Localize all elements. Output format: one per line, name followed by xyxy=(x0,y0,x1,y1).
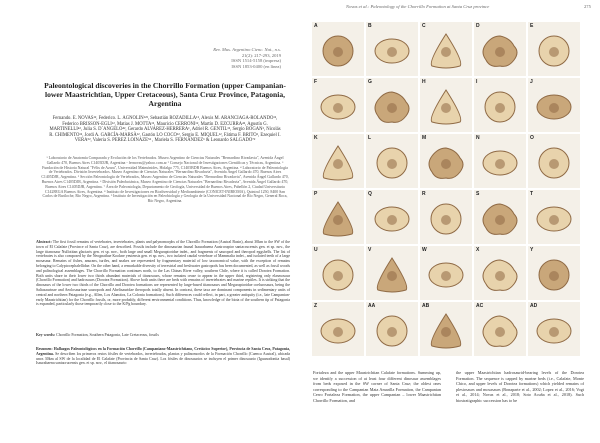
figure-panel-label: D xyxy=(476,23,480,29)
figure-panel-label: T xyxy=(530,191,534,197)
fossil-specimen xyxy=(474,22,526,76)
abstract-text: The first fossil remains of vertebrates, invertebrates, plants and palynomorphs of the Chorrillo Formation (Austral Basin), about 30km to the SW of the town of El Calafate (Province of Santa Cruz), are described. Fossils include the dinosaurian faunal Isaurabaena Austroraptor santacrucensis gen. et sp. nov., the large titanosaur Nullotitan glaciaris gen. et sp. nov., both large and small Megaraptoridae indet., and fragments of sauropod and theropod eggshells. The list of vertebrates is also composed by the Neognathae Kookne yeutensis gen. et sp. nov., two isolated caudal vertebrae of Mammalia indet., and isolated teeth of a large mosasaur. Remains of fishes, anurans, turtles, and snakes are represented by fragmentary material of low taxonomical value, with the exception of remains belonging to Calyptocephalellidae. On the other hand, a remarkable diversity of terrestrial and freshwater gastropods has been documented, as well as fossil woods and palinological assemblages. The Chorrillo Formation continues north, to the Las Chinas River valley, southern Chile, where it is called Dorotea Formation. Both units share in their lower two thirds abundant materials of titanosaurs, whose remains cease to appear in the upper third, registering only elasmosaur (Chorrillo Formation) and hadrosaurs (Dorotea Formation). Above both units there are beds with remains of invertebrates and marine reptiles. It is striking that the dinosaurs of the lower two thirds of the Chorrillo and Dorotea formations are represented by large-based titanosaurs and Megaraptoridae coelurosaurs, being the Saltasaurinae and Aeolosaurinae sauropods and Abelisauridae theropods totally absent. In contrast, these taxa are dominant components in sedimentary units of central and northern Patagonia (e.g., Allen, Los Alamitos, La Colonia formations). Such differences could reflect, in part, a greater antiquity (i.e., late Campanian-early Maastrichtian) for the Chorrillo fossils, or, more probably, different environmental conditions. Thus, knowledge of the biota of the southern tip of Patagonia is expanded, particularly those temporarily close to the K/Pg boundary. xyxy=(36,240,291,307)
figure-panel-label: AD xyxy=(530,303,538,309)
figure-panel xyxy=(474,190,526,244)
figure-panel xyxy=(420,134,472,188)
figure-panel xyxy=(366,78,418,132)
fossil-specimen xyxy=(420,78,472,132)
specimen-pore xyxy=(495,159,505,169)
resumen-text: Se describen los primeros restos fósiles de vertebrados, invertebrados, plantas y palinomorfos de la Formación Chorrillo (Cuenca Austral), ubicada unos 30km al SW de la localidad de El Calafate (Provincia de Santa Cruz). Los fósiles de dinosaurios se incluyen el primer dinosaurio (Iguanodontia basal) Isaurabaena santacrucensis gen. et sp. nov., el titanosaurio xyxy=(36,351,290,366)
journal-name: Rev. Mus. Argentino Cienc. Nat., n.s. xyxy=(213,47,281,52)
fossil-specimen xyxy=(366,78,418,132)
fossil-specimen xyxy=(312,302,364,356)
figure-panel-label: A xyxy=(314,23,318,29)
abstract-label: Abstract: xyxy=(36,240,52,244)
fossil-specimen xyxy=(366,22,418,76)
fossil-specimen xyxy=(528,22,580,76)
figure-panel xyxy=(420,22,472,76)
figure-panel-label: U xyxy=(314,247,318,253)
fossil-specimen xyxy=(528,134,580,188)
figure-panel-label: Z xyxy=(314,303,318,309)
body-column-1: Fortaleza and the upper Maastrichtian Calafate formations. Summing up, we identify a succession of at least four different dinosaur assemblages from beds exposed in the SW corner of Santa Cruz; the oldest ones corresponding to the Campanian Mata Amarilla Formation, the Campanian Cerro Fortaleza Formation, the upper Campanian – lower Maastrichtian Chorrillo Formation, and xyxy=(313,370,441,403)
fossil-specimen xyxy=(528,78,580,132)
journal-info xyxy=(141,47,281,69)
specimen-pore xyxy=(441,47,451,57)
journal-issn-print: ISSN 1514-5158 (impresa) xyxy=(231,58,281,64)
figure-panel xyxy=(528,190,580,244)
keywords-label: Key words: xyxy=(36,333,56,337)
specimen-pore xyxy=(441,271,451,281)
figure-panel-label: G xyxy=(368,79,372,85)
keywords xyxy=(36,333,290,338)
specimen-pore xyxy=(387,159,397,169)
fossil-specimen xyxy=(528,190,580,244)
specimen-pore xyxy=(441,159,451,169)
fossil-specimen xyxy=(474,78,526,132)
figure-panel-label: P xyxy=(314,191,318,197)
figure-panel-label: V xyxy=(368,247,372,253)
figure-panel xyxy=(312,22,364,76)
figure-panel-label: AA xyxy=(368,303,376,309)
page-number: 275 xyxy=(584,4,591,9)
fossil-specimen xyxy=(474,302,526,356)
fossil-specimen xyxy=(312,22,364,76)
fossil-plate-figure xyxy=(312,22,582,358)
keywords-text: Chorrillo Formation, Southern Patagonia, Late Cretaceous, fossils xyxy=(55,333,159,337)
resumen-label: Resumen: xyxy=(36,347,53,351)
figure-panel xyxy=(366,134,418,188)
specimen-pore xyxy=(549,327,559,337)
specimen-pore xyxy=(495,47,505,57)
figure-panel xyxy=(474,22,526,76)
figure-panel xyxy=(528,22,580,76)
specimen-pore xyxy=(333,327,343,337)
figure-panel-label: J xyxy=(530,79,533,85)
figure-panel-label: N xyxy=(476,135,480,141)
figure-panel-label: K xyxy=(314,135,318,141)
figure-panel xyxy=(366,246,418,300)
fossil-specimen xyxy=(420,246,472,300)
figure-panel xyxy=(312,78,364,132)
figure-panel xyxy=(312,246,364,300)
figure-panel-label: W xyxy=(422,247,427,253)
figure-panel xyxy=(474,134,526,188)
specimen-pore xyxy=(333,47,343,57)
figure-panel xyxy=(474,246,526,300)
specimen-pore xyxy=(333,271,343,281)
figure-panel-label: R xyxy=(422,191,426,197)
specimen-pore xyxy=(387,103,397,113)
specimen-pore xyxy=(441,327,451,337)
specimen-pore xyxy=(495,327,505,337)
figure-panel-label: B xyxy=(368,23,372,29)
body-column-2: the upper Maastrichtian hadrosaurid-bearing levels of the Dorotea Formation. The sequence is capped by marine beds (i.e., Calafate, Monte Chico, and upper levels of Dorotea formations) which yielded remains of plesiosaurs and mosasaurs (Bonaparte et al., 2002; Lopez et al., 2016; Vogt et al., 2014; Novas et al., 2018; Soto Acuña et al., 2018). Such biostratigraphic succession has to be xyxy=(456,370,584,403)
fossil-specimen xyxy=(312,246,364,300)
figure-panel-label: I xyxy=(476,79,478,85)
specimen-pore xyxy=(441,215,451,225)
resumen-title: Hallazgos Paleontológicos en la Formación Chorrillo (Campaniano-Maastrichtiano, Cretácico Superior), Provincia de Santa Cruz, Patagonia, Argentina. xyxy=(36,347,290,356)
fossil-specimen xyxy=(312,134,364,188)
specimen-pore xyxy=(387,47,397,57)
abstract xyxy=(36,240,290,307)
figure-panel-label: O xyxy=(530,135,534,141)
figure-panel xyxy=(366,302,418,356)
fossil-specimen xyxy=(312,78,364,132)
specimen-pore xyxy=(495,215,505,225)
figure-panel xyxy=(312,190,364,244)
specimen-pore xyxy=(441,103,451,113)
fossil-specimen xyxy=(420,190,472,244)
fossil-specimen xyxy=(420,22,472,76)
fossil-specimen xyxy=(366,302,418,356)
figure-panel xyxy=(528,78,580,132)
figure-panel-label: C xyxy=(422,23,426,29)
figure-panel xyxy=(528,246,580,300)
specimen-pore xyxy=(549,159,559,169)
specimen-pore xyxy=(333,103,343,113)
specimen-pore xyxy=(333,159,343,169)
specimen-pore xyxy=(333,215,343,225)
journal-issn-online: ISSN 1853-0400 (en línea) xyxy=(231,63,281,69)
specimen-pore xyxy=(549,103,559,113)
affiliations: ¹ Laboratorio de Anatomía Comparada y Evolución de los Vertebrados. Museo Argentino de Ciencias Naturales "Bernardino Rivadavia", Avenida Ángel Gallardo 470, Buenos Aires C1405DJR, Argentina - fernovas@yahoo.com.ar ² Consejo Nacional de Investigaciones Científicas y Técnicas, Argentina. ³ Fundación de Historia Natural "Félix de Azara", Universidad Maimónides, Hidalgo 775, C1405BDB Buenos Aires, Argentina. ⁴ Laboratorio de Paleontología de Vertebrados. División Invertebrados. Museo Argentino de Ciencias Naturales "Bernardino Rivadavia", Avenida Ángel Gallardo 470, Buenos Aires C1405DJR, Argentina. ⁵ Sección Paleontología de Vertebrados, Museo Argentino de Ciencias Naturales "Bernardino Rivadavia", Avenida Ángel Gallardo 470, Buenos Aires C1405DJR, Argentina. ⁶ División Paleobotánica, Museo Argentino de Ciencias Naturales "Bernardino Rivadavia", Avenida Ángel Gallardo 470, Buenos Aires C1405DJR, Argentina. ⁷ Área de Paleontología, Departamento de Geología, Universidad de Buenos Aires, Pabellón 2, Ciudad Universitaria C1428EGA Buenos Aires, Argentina. ⁸ Instituto de Investigaciones en Biodiversidad y Medioambiente (CONICET-INIBIOMA), Quintral 1250, 8400 San Carlos de Bariloche, Río Negro, Argentina. ⁹ Instituto de Investigación en Paleobiología y Geología de la Universidad Nacional de Río Negro, General Roca, Río Negro, Argentina. xyxy=(41,156,289,204)
fossil-specimen xyxy=(366,246,418,300)
specimen-pore xyxy=(387,215,397,225)
figure-panel xyxy=(474,302,526,356)
paper-title: Paleontological discoveries in the Chorrillo Formation (upper Campanian-lower Maastrichtian, Upper Cretaceous), Santa Cruz Province, Patagonia, Argentina xyxy=(44,81,286,108)
figure-panel-label: M xyxy=(422,135,427,141)
figure-panel-label: S xyxy=(476,191,480,197)
figure-panel xyxy=(312,134,364,188)
fossil-specimen xyxy=(474,134,526,188)
figure-panel-label: AC xyxy=(476,303,484,309)
figure-panel xyxy=(312,302,364,356)
specimen-pore xyxy=(495,271,505,281)
figure-panel-label: Q xyxy=(368,191,372,197)
fossil-specimen xyxy=(420,134,472,188)
figure-panel-label: X xyxy=(476,247,480,253)
figure-panel-label: F xyxy=(314,79,318,85)
fossil-specimen xyxy=(528,302,580,356)
fossil-specimen xyxy=(474,190,526,244)
fossil-specimen xyxy=(420,302,472,356)
specimen-pore xyxy=(549,215,559,225)
author-list: Fernando. E. NOVAS¹², Federico. L. AGNOLIN¹²³, Sebastián ROZADILLA¹², Alexis M. ARANCIAGA-ROLANDO¹², Federico BRISSON-EGLI¹², Matias J. MOTTA¹², Mauricio CERRONI¹², Martín D. EZCURRA⁴², Agustín G. MARTINELLI⁴², Julia S. D´ANGELO⁴², Gerardo ALVAREZ-HERRERA¹, Adriel R. GENTIL¹², Sergio BOGAN³, Nicolás R. CHIMENTO¹², Jordi A. GARCÍA-MARSÀ¹², Gastón LO COCO¹², Sergio E. MIQUEL¹², Fátima F. BRITO¹, Ezequiel I. VERA⁵², Valeria S. PEREZ LOINAZE⁵² , Mariela S. FERNÁNDEZ⁶ & Leonardo SALGADO⁷² xyxy=(49,116,281,144)
fossil-specimen xyxy=(528,246,580,300)
figure-panel-label: L xyxy=(368,135,372,141)
fossil-specimen xyxy=(366,190,418,244)
figure-panel xyxy=(420,246,472,300)
specimen-pore xyxy=(495,103,505,113)
figure-panel-label: AB xyxy=(422,303,430,309)
resumen xyxy=(36,347,290,366)
fossil-specimen xyxy=(366,134,418,188)
figure-panel xyxy=(420,190,472,244)
figure-panel xyxy=(474,78,526,132)
figure-panel xyxy=(528,302,580,356)
journal-volume: 21(2): 217-293, 2019 xyxy=(241,52,281,58)
figure-panel-label: Y xyxy=(530,247,534,253)
figure-panel xyxy=(420,302,472,356)
figure-panel xyxy=(366,190,418,244)
specimen-pore xyxy=(387,271,397,281)
specimen-pore xyxy=(549,47,559,57)
fossil-specimen xyxy=(474,246,526,300)
running-head: Novas et al.: Paleontology of the Chorrillo Formation at Santa Cruz province xyxy=(346,4,490,9)
specimen-pore xyxy=(549,271,559,281)
figure-panel xyxy=(420,78,472,132)
specimen-pore xyxy=(387,327,397,337)
figure-panel xyxy=(366,22,418,76)
figure-panel-label: E xyxy=(530,23,534,29)
figure-panel xyxy=(528,134,580,188)
figure-panel-label: H xyxy=(422,79,426,85)
fossil-specimen xyxy=(312,190,364,244)
